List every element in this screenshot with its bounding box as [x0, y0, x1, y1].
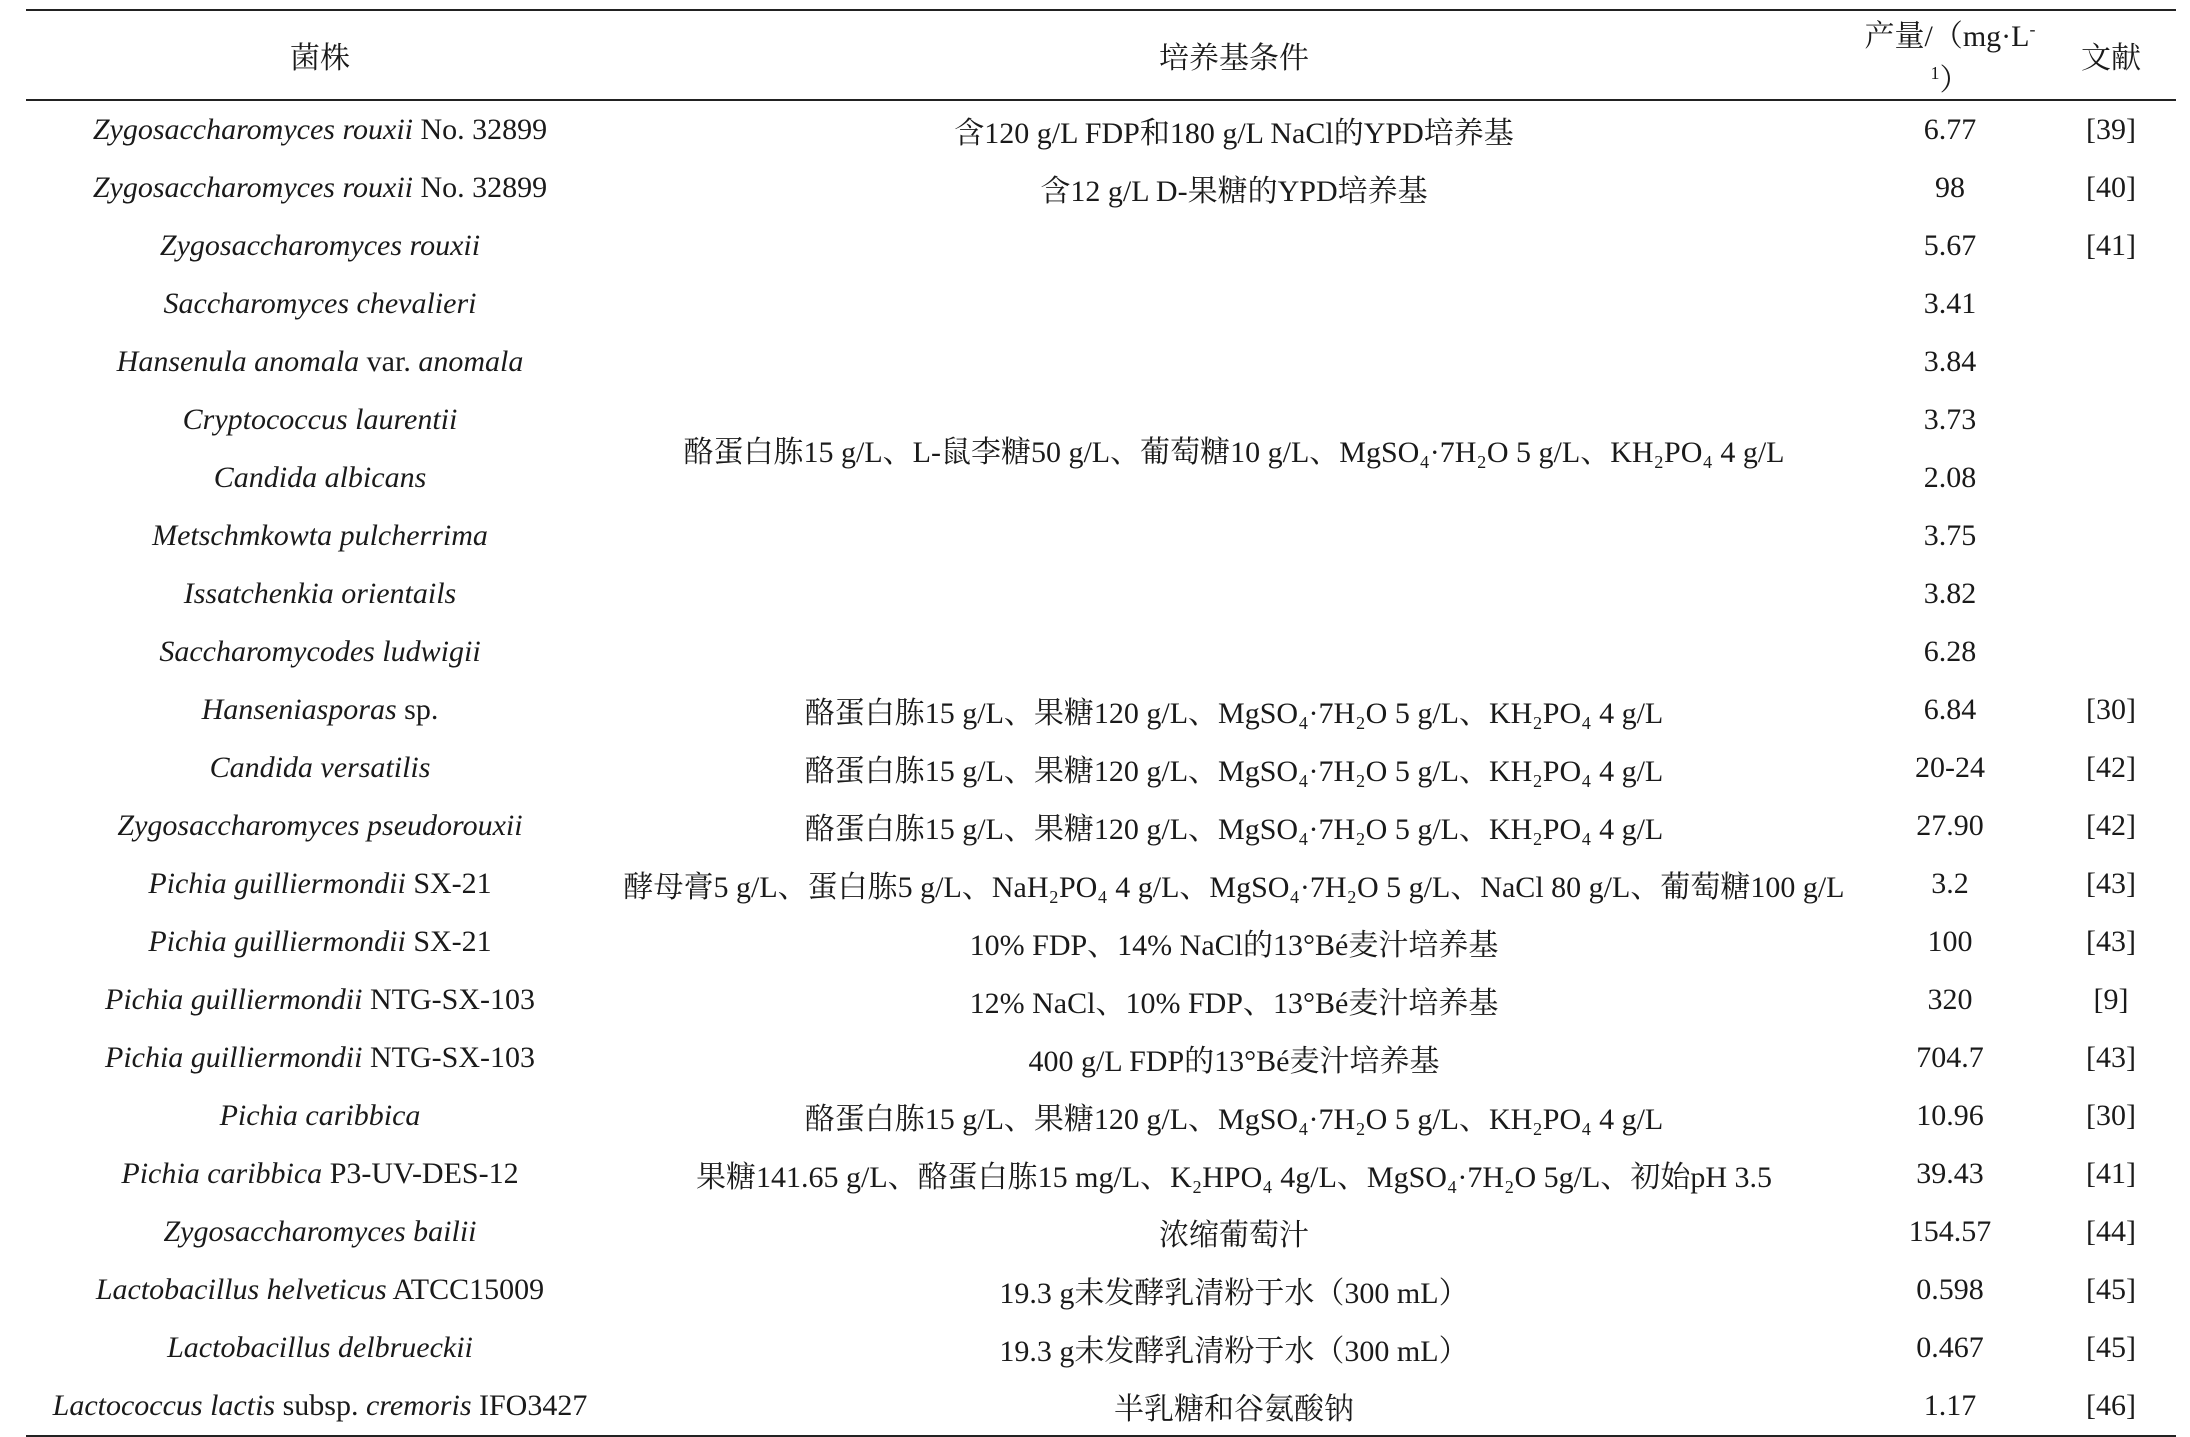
strain-name-italic: Saccharomycodes ludwigii	[159, 635, 481, 668]
yield-cell: 3.75	[1923, 519, 1977, 552]
strain-name-italic: Hanseniasporas	[201, 693, 397, 726]
strain-cell	[26, 449, 614, 507]
strain-cell	[26, 855, 614, 913]
strain-name-italic: Pichia caribbica	[219, 1099, 421, 1132]
reference-cell: [41]	[2086, 229, 2136, 262]
table-row	[26, 739, 2176, 797]
yield-cell: 3.84	[1923, 345, 1977, 378]
medium-cell: 酪蛋白胨15 g/L、果糖120 g/L、MgSO₄·7H₂O 5 g/L、KH₂PO₄ 4 g/L	[804, 697, 1664, 730]
reference-cell: [44]	[2086, 1215, 2136, 1248]
strain-name-suffix: SX-21	[405, 925, 492, 958]
yield-cell: 704.7	[1916, 1041, 1984, 1074]
yield-cell: 6.77	[1923, 113, 1977, 146]
strain-name-italic: Pichia guilliermondii	[148, 925, 406, 958]
strain-name-italic: Zygosaccharomyces rouxii	[159, 229, 481, 262]
table-row	[26, 913, 2176, 971]
strain-name-italic: Pichia guilliermondii	[148, 867, 406, 900]
strain-name-italic: Zygosaccharomyces rouxii	[92, 113, 414, 146]
strain-name-italic: Lactococcus lactis	[52, 1389, 276, 1422]
yield-cell: 5.67	[1923, 229, 1977, 262]
table-row	[26, 1087, 2176, 1145]
strain-name-suffix: No. 32899	[413, 171, 548, 204]
table-row	[26, 1319, 2176, 1377]
strain-cell	[26, 797, 614, 855]
reference-cell: [39]	[2086, 113, 2136, 146]
table-row	[26, 797, 2176, 855]
strain-cell	[26, 1029, 614, 1087]
strain-name-suffix: var.	[359, 345, 419, 378]
reference-cell: [42]	[2086, 751, 2136, 784]
strain-name-italic: Cryptococcus laurentii	[182, 403, 458, 436]
strain-cell	[26, 1319, 614, 1377]
strain-cell	[26, 739, 614, 797]
strain-cell	[26, 1145, 614, 1203]
strain-name-italic: anomala	[418, 345, 524, 378]
medium-cell: 12% NaCl、10% FDP、13°Bé麦汁培养基	[969, 987, 1499, 1020]
strain-name-italic: Lactobacillus helveticus	[95, 1273, 387, 1306]
header-yield-close: ）	[1939, 64, 1970, 97]
reference-cell	[2046, 507, 2176, 565]
yield-cell: 20-24	[1915, 751, 1985, 784]
strain-name-italic: Hansenula anomala	[116, 345, 360, 378]
medium-cell: 浓缩葡萄汁	[1159, 1219, 1309, 1252]
strain-name-italic: Pichia caribbica	[121, 1157, 323, 1190]
reference-cell: [30]	[2086, 693, 2136, 726]
medium-cell: 果糖141.65 g/L、酪蛋白胨15 mg/L、K₂HPO₄ 4g/L、MgSO₄·7H₂O 5g/L、初始pH 3.5	[695, 1161, 1772, 1194]
yield-cell: 0.467	[1916, 1331, 1984, 1364]
reference-cell: [9]	[2093, 983, 2129, 1016]
strain-cell	[26, 971, 614, 1029]
yield-cell: 154.57	[1908, 1215, 1992, 1248]
header-yield	[1854, 10, 2046, 100]
strain-name-italic: Metschmkowta pulcherrima	[152, 519, 488, 552]
reference-cell: [45]	[2086, 1331, 2136, 1364]
strain-name-suffix: IFO3427	[471, 1389, 588, 1422]
reference-cell	[2046, 449, 2176, 507]
medium-cell-shared: 酪蛋白胨15 g/L、L-鼠李糖50 g/L、葡萄糖10 g/L、MgSO₄·7H₂O 5 g/L、KH₂PO₄ 4 g/L	[683, 436, 1785, 469]
strain-name-italic: Pichia guilliermondii	[105, 1041, 363, 1074]
strain-cell	[26, 275, 614, 333]
reference-cell: [43]	[2086, 925, 2136, 958]
strain-cell	[26, 913, 614, 971]
medium-cell: 酵母膏5 g/L、蛋白胨5 g/L、NaH₂PO₄ 4 g/L、MgSO₄·7H₂O 5 g/L、NaCl 80 g/L、葡萄糖100 g/L	[623, 871, 1845, 904]
yield-cell: 320	[1927, 983, 1973, 1016]
strain-name-italic: Pichia guilliermondii	[105, 983, 363, 1016]
strain-name-italic: Saccharomyces chevalieri	[163, 287, 477, 320]
header-row	[26, 10, 2176, 100]
strain-name-italic: Candida albicans	[213, 461, 427, 494]
yield-cell: 6.84	[1923, 693, 1977, 726]
strain-cell	[26, 333, 614, 391]
medium-cell: 半乳糖和谷氨酸钠	[614, 1377, 1854, 1436]
strain-name-suffix: ATCC15009	[386, 1273, 545, 1306]
reference-cell	[2046, 623, 2176, 681]
table-row	[26, 855, 2176, 913]
yield-cell: 39.43	[1916, 1157, 1984, 1190]
strain-name-italic: Zygosaccharomyces pseudorouxii	[117, 809, 523, 842]
table-header	[26, 10, 2176, 100]
strain-name-italic: Zygosaccharomyces bailii	[163, 1215, 477, 1248]
strain-name-italic: Zygosaccharomyces rouxii	[92, 171, 414, 204]
yield-cell: 2.08	[1923, 461, 1977, 494]
table-row	[26, 100, 2176, 159]
header-yield-sup: -1	[1930, 19, 2036, 83]
table-row	[26, 1145, 2176, 1203]
reference-cell	[2046, 333, 2176, 391]
medium-cell: 400 g/L FDP的13°Bé麦汁培养基	[1028, 1045, 1440, 1078]
strain-cell	[26, 681, 614, 739]
strain-name-suffix: P3-UV-DES-12	[322, 1157, 519, 1190]
medium-cell: 酪蛋白胨15 g/L、果糖120 g/L、MgSO₄·7H₂O 5 g/L、KH₂PO₄ 4 g/L	[804, 1103, 1664, 1136]
table-row	[26, 1261, 2176, 1319]
reference-cell: [45]	[2086, 1273, 2136, 1306]
medium-cell: 酪蛋白胨15 g/L、果糖120 g/L、MgSO₄·7H₂O 5 g/L、KH₂PO₄ 4 g/L	[804, 813, 1664, 846]
strain-name-suffix: NTG-SX-103	[362, 1041, 535, 1074]
header-medium: 培养基条件	[614, 10, 1854, 100]
strain-yield-table	[26, 9, 2176, 1437]
strain-name-suffix: subsp.	[275, 1389, 366, 1422]
strain-cell	[26, 1087, 614, 1145]
table-row	[26, 681, 2176, 739]
strain-cell	[26, 1203, 614, 1261]
strain-name-italic: Issatchenkia orientails	[183, 577, 457, 610]
table-row	[26, 159, 2176, 217]
table-body	[26, 100, 2176, 1436]
strain-cell	[26, 1377, 614, 1436]
strain-name-italic: Candida versatilis	[209, 751, 431, 784]
yield-cell: 0.598	[1916, 1273, 1984, 1306]
medium-cell: 酪蛋白胨15 g/L、果糖120 g/L、MgSO₄·7H₂O 5 g/L、KH₂PO₄ 4 g/L	[804, 755, 1664, 788]
reference-cell: [43]	[2086, 1041, 2136, 1074]
strain-cell	[26, 159, 614, 217]
strain-name-suffix: SX-21	[405, 867, 492, 900]
strain-name-suffix: NTG-SX-103	[362, 983, 535, 1016]
yield-cell: 10.96	[1916, 1099, 1984, 1132]
strain-cell	[26, 565, 614, 623]
reference-cell	[2046, 275, 2176, 333]
reference-cell: [40]	[2086, 171, 2136, 204]
table-row	[26, 1029, 2176, 1087]
strain-cell	[26, 217, 614, 275]
strain-name-suffix: No. 32899	[413, 113, 548, 146]
medium-cell: 含120 g/L FDP和180 g/L NaCl的YPD培养基	[954, 117, 1514, 150]
yield-cell: 3.41	[1923, 287, 1977, 320]
strain-name-italic: cremoris	[365, 1389, 472, 1422]
strain-cell	[26, 391, 614, 449]
header-strain: 菌株	[26, 10, 614, 100]
table-row	[26, 1377, 2176, 1436]
table-row	[26, 1203, 2176, 1261]
yield-cell: 3.2	[1931, 867, 1969, 900]
reference-cell: [42]	[2086, 809, 2136, 842]
reference-cell: [41]	[2086, 1157, 2136, 1190]
header-yield-text: 产量/（mg·L	[1864, 20, 2030, 53]
yield-cell: 6.28	[1923, 635, 1977, 668]
medium-cell: 19.3 g未发酵乳清粉于水（300 mL）	[999, 1335, 1469, 1368]
yield-cell: 100	[1927, 925, 1973, 958]
yield-cell: 1.17	[1854, 1377, 2046, 1436]
table-row	[26, 971, 2176, 1029]
reference-cell	[2046, 565, 2176, 623]
reference-cell	[2046, 391, 2176, 449]
strain-cell	[26, 1261, 614, 1319]
yield-cell: 98	[1935, 171, 1965, 204]
strain-name-italic: Lactobacillus delbrueckii	[167, 1331, 473, 1364]
yield-cell: 3.73	[1923, 403, 1977, 436]
table-row	[26, 217, 2176, 275]
reference-cell: [30]	[2086, 1099, 2136, 1132]
strain-name-suffix: sp.	[396, 693, 439, 726]
yield-cell: 27.90	[1916, 809, 1984, 842]
medium-cell: 19.3 g未发酵乳清粉于水（300 mL）	[999, 1277, 1469, 1310]
medium-cell: 含12 g/L D-果糖的YPD培养基	[1040, 175, 1428, 208]
medium-cell: 10% FDP、14% NaCl的13°Bé麦汁培养基	[969, 929, 1499, 962]
strain-cell	[26, 507, 614, 565]
strain-cell	[26, 100, 614, 159]
reference-cell: [46]	[2046, 1377, 2176, 1436]
header-ref: 文献	[2046, 10, 2176, 100]
yield-cell: 3.82	[1923, 577, 1977, 610]
strain-cell	[26, 623, 614, 681]
reference-cell: [43]	[2086, 867, 2136, 900]
